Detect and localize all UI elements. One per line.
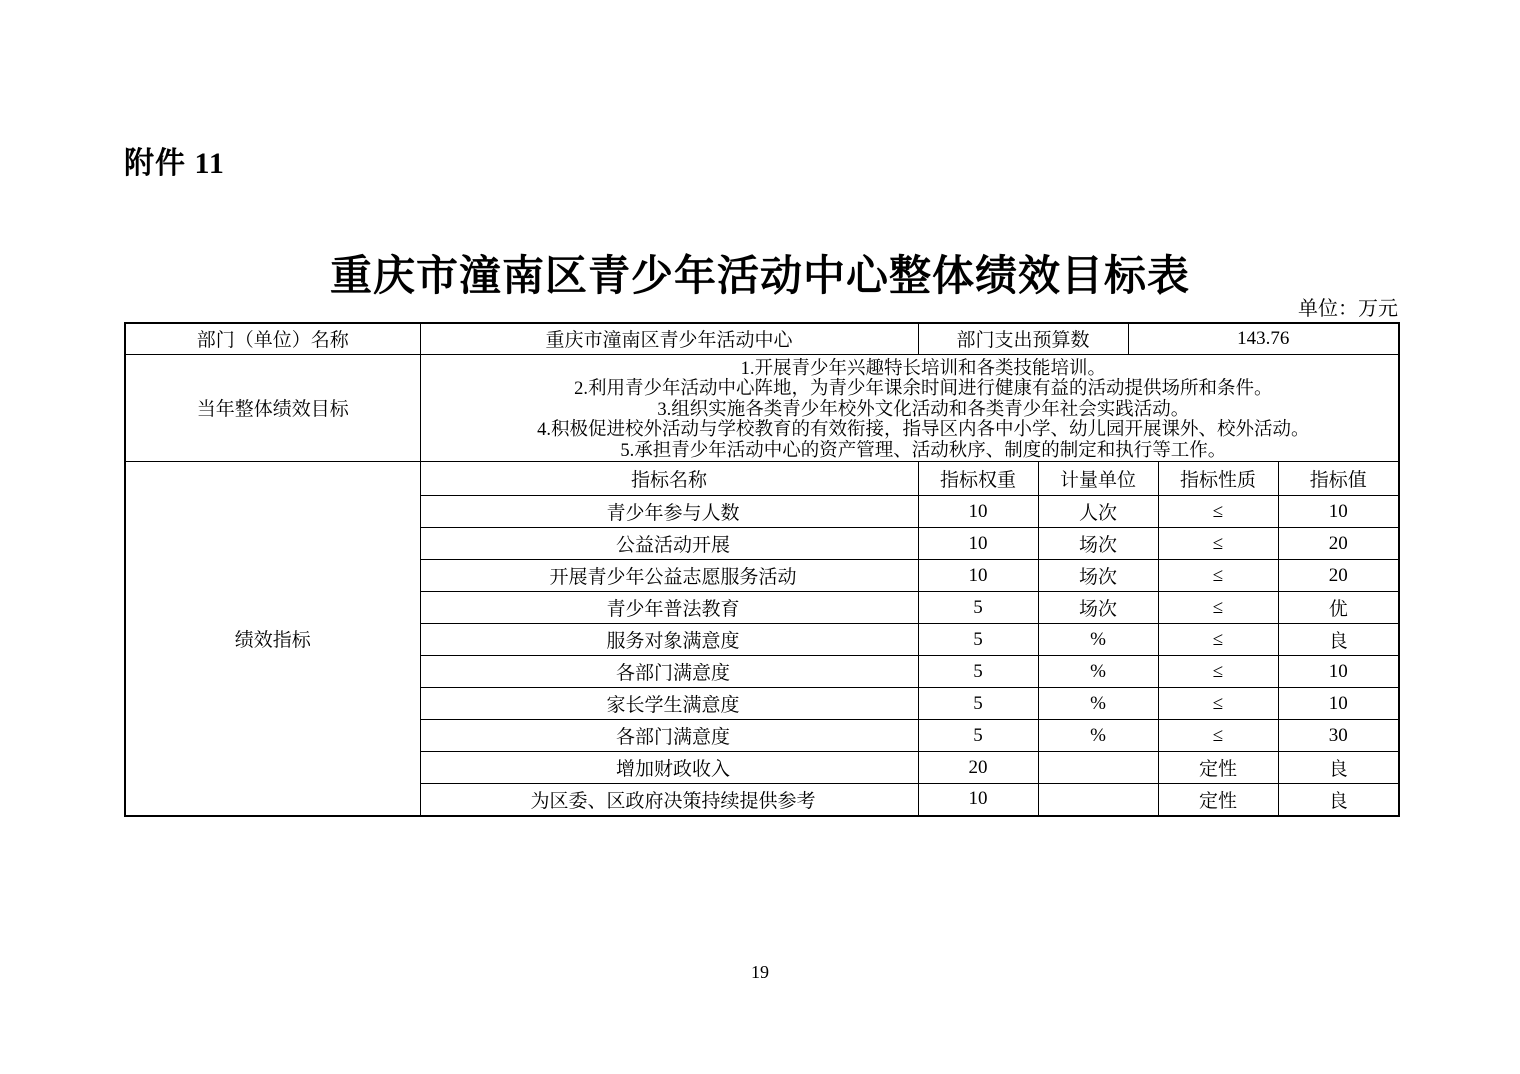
indicator-unit-cell: % <box>1038 656 1158 688</box>
dept-name-label-cell: 部门（单位）名称 <box>125 323 420 354</box>
indicator-name-cell: 服务对象满意度 <box>420 624 918 656</box>
indicator-value-cell: 10 <box>1278 496 1399 528</box>
goal-line-2: 2.利用青少年活动中心阵地，为青少年课余时间进行健康有益的活动提供场所和条件。 <box>574 379 1273 399</box>
indicator-name-header: 指标名称 <box>420 462 918 496</box>
indicator-name-cell: 增加财政收入 <box>420 752 918 784</box>
table-row-dept <box>125 323 1399 354</box>
indicator-name-cell: 公益活动开展 <box>420 528 918 560</box>
indicator-weight-header: 指标权重 <box>918 462 1038 496</box>
indicator-value-cell: 30 <box>1278 720 1399 752</box>
indicator-value-cell: 10 <box>1278 656 1399 688</box>
indicator-nature-cell: ≤ <box>1158 656 1278 688</box>
goal-line-4: 4.积极促进校外活动与学校教育的有效衔接，指导区内各中小学、幼儿园开展课外、校外活动。 <box>537 420 1310 440</box>
indicator-value-cell: 20 <box>1278 528 1399 560</box>
indicator-value-cell: 良 <box>1278 752 1399 784</box>
table-row-goals <box>125 354 1399 462</box>
indicator-nature-cell: ≤ <box>1158 624 1278 656</box>
indicator-nature-cell: ≤ <box>1158 560 1278 592</box>
budget-value-cell: 143.76 <box>1128 323 1399 354</box>
goal-line-3: 3.组织实施各类青少年校外文化活动和各类青少年社会实践活动。 <box>657 399 1190 420</box>
indicator-name-cell: 开展青少年公益志愿服务活动 <box>420 560 918 592</box>
indicator-unit-cell: 场次 <box>1038 560 1158 592</box>
indicators-label-cell: 绩效指标 <box>125 462 420 816</box>
goal-line-5: 5.承担青少年活动中心的资产管理、活动秋序、制度的制定和执行等工作。 <box>620 440 1227 461</box>
indicator-value-cell: 良 <box>1278 624 1399 656</box>
indicator-weight-cell: 5 <box>918 720 1038 752</box>
indicator-unit-cell <box>1038 752 1158 784</box>
indicator-name-cell: 各部门满意度 <box>420 720 918 752</box>
budget-label-cell: 部门支出预算数 <box>918 323 1128 354</box>
indicator-value-cell: 10 <box>1278 688 1399 720</box>
page-number: 19 <box>751 962 769 982</box>
indicator-weight-cell: 10 <box>918 496 1038 528</box>
indicator-weight-cell: 5 <box>918 592 1038 624</box>
indicator-unit-cell: 人次 <box>1038 496 1158 528</box>
attachment-label: 附件 11 <box>124 147 225 180</box>
indicator-unit-cell: % <box>1038 688 1158 720</box>
goal-line-1: 1.开展青少年兴趣特长培训和各类技能培训。 <box>740 358 1106 379</box>
indicator-unit-cell: 场次 <box>1038 592 1158 624</box>
annual-goals-cell <box>420 354 1399 462</box>
indicator-weight-cell: 10 <box>918 784 1038 816</box>
indicator-value-cell: 良 <box>1278 784 1399 816</box>
indicator-weight-cell: 20 <box>918 752 1038 784</box>
indicator-weight-cell: 5 <box>918 656 1038 688</box>
indicator-nature-cell: 定性 <box>1158 784 1278 816</box>
indicator-nature-cell: 定性 <box>1158 752 1278 784</box>
unit-note: 单位：万元 <box>1298 298 1398 320</box>
indicator-name-cell: 家长学生满意度 <box>420 688 918 720</box>
indicator-unit-cell: % <box>1038 720 1158 752</box>
indicator-unit-cell: 场次 <box>1038 528 1158 560</box>
indicator-name-cell: 青少年普法教育 <box>420 592 918 624</box>
indicator-weight-cell: 10 <box>918 528 1038 560</box>
indicator-nature-cell: ≤ <box>1158 528 1278 560</box>
indicator-weight-cell: 5 <box>918 688 1038 720</box>
indicator-unit-header: 计量单位 <box>1038 462 1158 496</box>
indicator-nature-cell: ≤ <box>1158 688 1278 720</box>
indicator-weight-cell: 10 <box>918 560 1038 592</box>
annual-goal-label-cell: 当年整体绩效目标 <box>125 354 420 462</box>
table-row-indicator-header <box>125 462 1399 496</box>
indicator-nature-header: 指标性质 <box>1158 462 1278 496</box>
indicator-weight-cell: 5 <box>918 624 1038 656</box>
indicator-nature-cell: ≤ <box>1158 592 1278 624</box>
page-title: 重庆市潼南区青少年活动中心整体绩效目标表 <box>329 254 1190 300</box>
indicator-unit-cell <box>1038 784 1158 816</box>
indicator-unit-cell: % <box>1038 624 1158 656</box>
indicator-nature-cell: ≤ <box>1158 720 1278 752</box>
indicator-name-cell: 为区委、区政府决策持续提供参考 <box>420 784 918 816</box>
indicator-value-cell: 优 <box>1278 592 1399 624</box>
indicator-nature-cell: ≤ <box>1158 496 1278 528</box>
indicator-value-cell: 20 <box>1278 560 1399 592</box>
indicator-name-cell: 各部门满意度 <box>420 656 918 688</box>
performance-target-table <box>124 322 1400 817</box>
indicator-name-cell: 青少年参与人数 <box>420 496 918 528</box>
indicator-value-header: 指标值 <box>1278 462 1399 496</box>
dept-name-value-cell: 重庆市潼南区青少年活动中心 <box>420 323 918 354</box>
